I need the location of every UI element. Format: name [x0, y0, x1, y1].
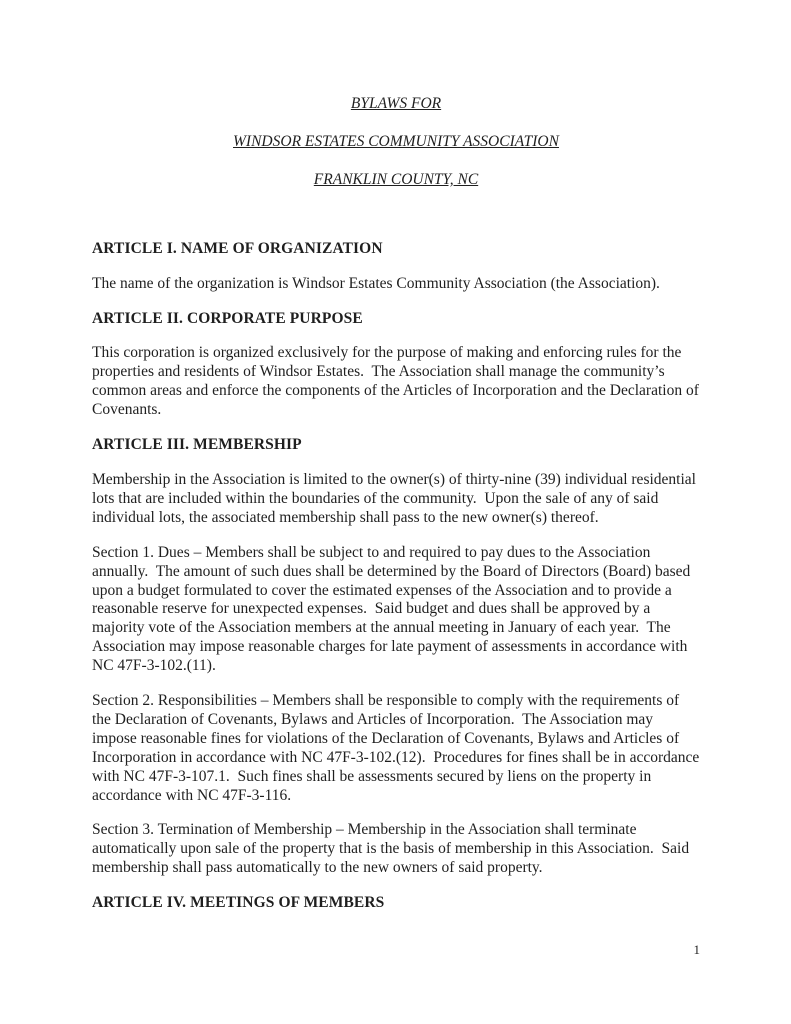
doc-title-line-2: WINDSOR ESTATES COMMUNITY ASSOCIATION [233, 132, 559, 150]
article-1-heading: ARTICLE I. NAME OF ORGANIZATION [92, 239, 383, 257]
article-3-section-1-dues: Section 1. Dues – Members shall be subject to and required to pay dues to the Association annually. The amount of such dues shall be determined by the Board of Directors (Board) based upon a budget formulated to cover the estimated expenses of the Association and to provide a reasonable reserve for unexpected expenses. Said budget and dues shall be approved by a majority vote of the Association members at the annual meeting in January of each year. The Association may impose reasonable charges for late payment of assessments in accordance with NC 47F-3-102.(11). [92, 543, 695, 675]
page-number: 1 [693, 942, 700, 957]
article-4-heading: ARTICLE IV. MEETINGS OF MEMBERS [92, 894, 385, 912]
document-content [92, 95, 704, 929]
page-footer [92, 942, 700, 958]
article-3-paragraph-1: Membership in the Association is limited to the owner(s) of thirty-nine (39) individual residential lots that are included within the boundaries of the community. Upon the sale of any of said individual lots, the associated membership shall pass to the new owner(s) thereof. [92, 470, 700, 526]
article-1-paragraph-1: The name of the organization is Windsor Estates Community Association (the Association). [92, 274, 660, 292]
doc-title-line-1: BYLAWS FOR [350, 95, 442, 112]
doc-title-line-3: FRANKLIN COUNTY, NC [313, 170, 479, 188]
article-3-section-3-termination: Section 3. Termination of Membership – Membership in the Association shall terminate automatically upon sale of the property that is the basis of membership in this Association. Said membership shall pass automatically to the new owners of said property. [92, 821, 693, 877]
article-3-section-2-responsibilities: Section 2. Responsibilities – Members shall be responsible to comply with the requirements of the Declaration of Covenants, Bylaws and Articles of Incorporation. The Association may impose reasonable fines for violations of the Declaration of Covenants, Bylaws and Articles of Incorporation in accordance with NC 47F-3-102.(12). Procedures for fines shall be in accordance with NC 47F-3-107.1. Such fines shall be assessments secured by liens on the property in accordance with NC 47F-3-116. [92, 692, 704, 804]
title-block [92, 95, 700, 190]
article-3-heading: ARTICLE III. MEMBERSHIP [92, 436, 302, 454]
article-2-heading: ARTICLE II. CORPORATE PURPOSE [92, 309, 363, 327]
article-2-paragraph-1: This corporation is organized exclusively for the purpose of making and enforcing rules for the properties and residents of Windsor Estates. The Association shall manage the community’s common areas and enforce the components of the Articles of Incorporation and the Declaration of Covenants. [92, 344, 703, 419]
